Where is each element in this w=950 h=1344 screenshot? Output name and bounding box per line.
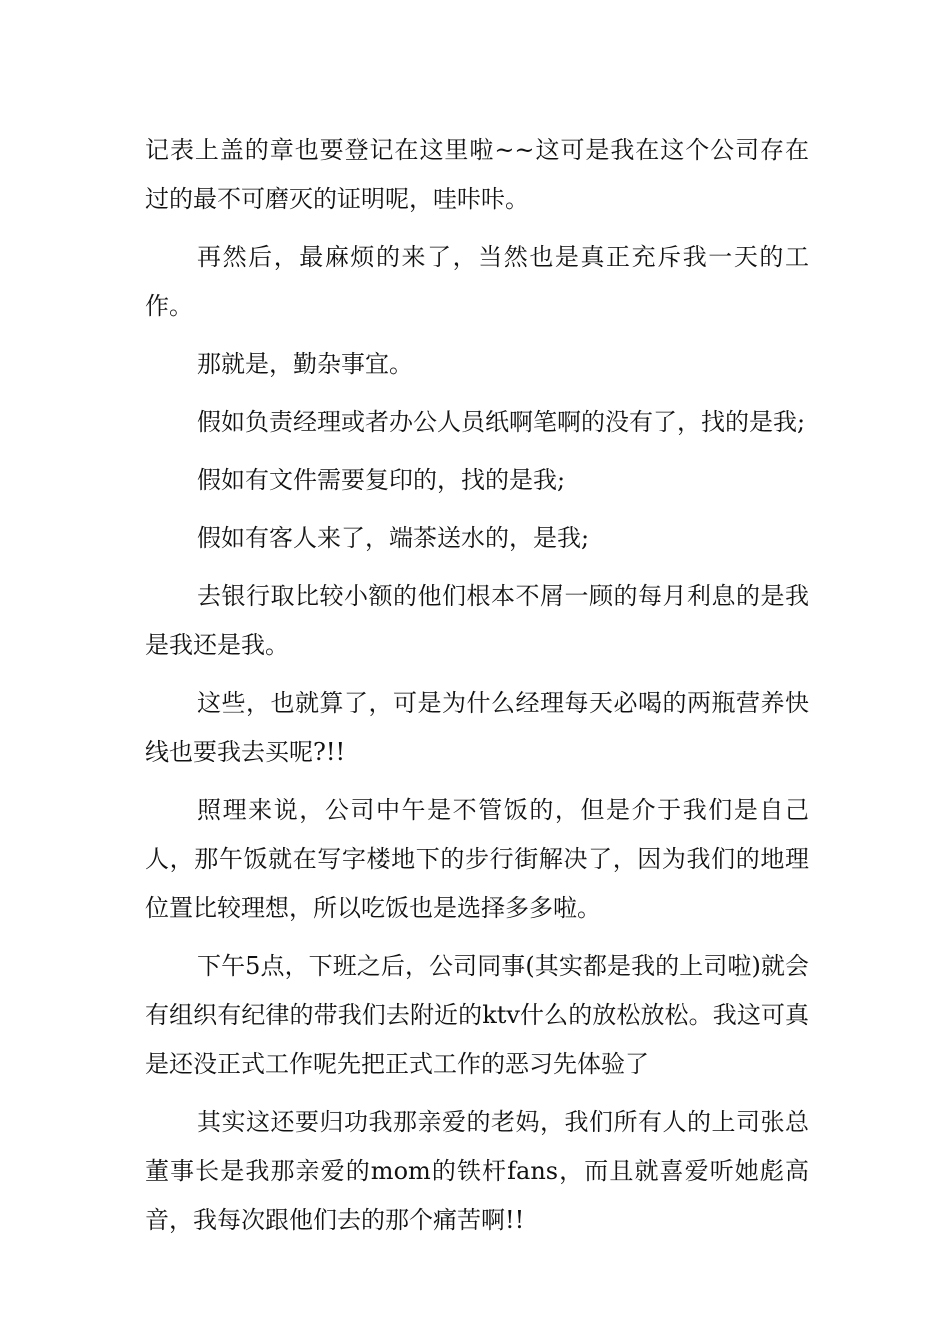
paragraph-1: 记表上盖的章也要登记在这里啦~~这可是我在这个公司存在过的最不可磨灭的证明呢，哇咔咔。 bbox=[145, 136, 809, 213]
paragraph-4: 假如负责经理或者办公人员纸啊笔啊的没有了，找的是我; bbox=[197, 408, 806, 436]
paragraph-3: 那就是，勤杂事宜。 bbox=[197, 350, 413, 378]
paragraph-6: 假如有客人来了，端茶送水的，是我; bbox=[197, 524, 590, 552]
document-page bbox=[145, 126, 809, 1254]
paragraph-8: 这些，也就算了，可是为什么经理每天必喝的两瓶营养快线也要我去买呢?!! bbox=[145, 689, 809, 766]
paragraph-9: 照理来说，公司中午是不管饭的，但是介于我们是自己人，那午饭就在写字楼地下的步行街解决了，因为我们的地理位置比较理想，所以吃饭也是选择多多啦。 bbox=[145, 796, 809, 922]
paragraph-7: 去银行取比较小额的他们根本不屑一顾的每月利息的是我是我还是我。 bbox=[145, 582, 809, 659]
paragraph-5: 假如有文件需要复印的，找的是我; bbox=[197, 466, 566, 494]
paragraph-10: 下午5点，下班之后，公司同事(其实都是我的上司啦)就会有组织有纪律的带我们去附近的ktv什么的放松放松。我这可真是还没正式工作呢先把正式工作的恶习先体验了 bbox=[145, 952, 809, 1078]
paragraph-2: 再然后，最麻烦的来了，当然也是真正充斥我一天的工作。 bbox=[145, 243, 809, 320]
paragraph-11: 其实这还要归功我那亲爱的老妈，我们所有人的上司张总董事长是我那亲爱的mom的铁杆fans，而且就喜爱听她彪高音，我每次跟他们去的那个痛苦啊!! bbox=[145, 1108, 809, 1234]
